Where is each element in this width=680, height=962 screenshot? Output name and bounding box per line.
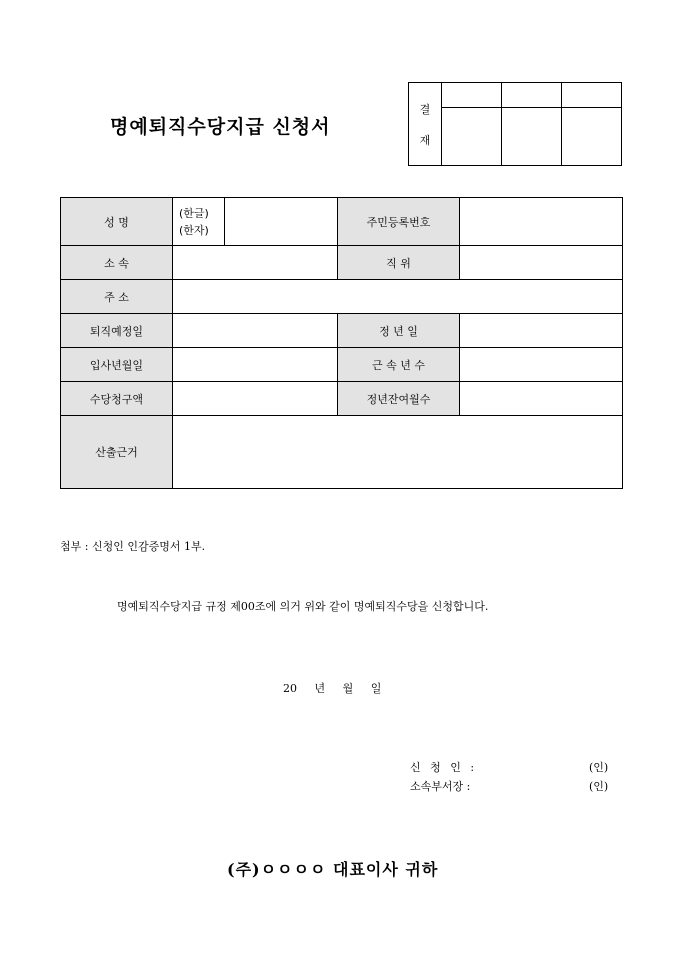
remaining-months-field[interactable] bbox=[460, 382, 623, 416]
years-of-service-label: 근 속 년 수 bbox=[338, 348, 460, 382]
department-label: 소 속 bbox=[61, 246, 173, 280]
form-title: 명예퇴직수당지급 신청서 bbox=[110, 116, 331, 138]
address-field[interactable] bbox=[173, 280, 623, 314]
applicant-seal[interactable]: (인) bbox=[589, 761, 609, 774]
approval-box bbox=[408, 82, 622, 166]
id-number-label: 주민등록번호 bbox=[338, 198, 460, 246]
id-number-field[interactable] bbox=[460, 198, 623, 246]
name-type-labels bbox=[173, 198, 225, 246]
department-field[interactable] bbox=[173, 246, 338, 280]
recipient-line: (주)ㅇㅇㅇㅇ 대표이사 귀하 bbox=[227, 860, 439, 879]
retire-date-field[interactable] bbox=[173, 314, 338, 348]
remaining-months-label: 정년잔여월수 bbox=[338, 382, 460, 416]
approval-sign-2[interactable] bbox=[502, 108, 562, 166]
statement-text: 명예퇴직수당지급 규정 제00조에 의거 위와 같이 명예퇴직수당을 신청합니다. bbox=[117, 600, 489, 613]
approval-label-top: 결 bbox=[419, 103, 431, 116]
name-label: 성 명 bbox=[61, 198, 173, 246]
position-label: 직 위 bbox=[338, 246, 460, 280]
department-head-seal[interactable]: (인) bbox=[589, 780, 609, 793]
claim-amount-field[interactable] bbox=[173, 382, 338, 416]
approval-header-3 bbox=[562, 83, 622, 108]
retire-date-label: 퇴직예정일 bbox=[61, 314, 173, 348]
attachment-note: 첨부 : 신청인 인감증명서 1부. bbox=[60, 540, 206, 553]
join-date-label: 입사년월일 bbox=[61, 348, 173, 382]
approval-header-2 bbox=[502, 83, 562, 108]
name-hanja-label: (한자) bbox=[179, 223, 209, 237]
name-korean-label: (한글) bbox=[179, 206, 209, 220]
approval-label bbox=[409, 83, 442, 166]
application-table bbox=[60, 197, 623, 489]
approval-sign-1[interactable] bbox=[442, 108, 502, 166]
years-of-service-field[interactable] bbox=[460, 348, 623, 382]
approval-header-1 bbox=[442, 83, 502, 108]
approval-label-bottom: 재 bbox=[419, 134, 431, 147]
calculation-basis-label: 산출근거 bbox=[61, 416, 173, 489]
department-head-label: 소속부서장 : bbox=[410, 780, 471, 793]
address-label: 주 소 bbox=[61, 280, 173, 314]
retire-age-date-label: 정 년 일 bbox=[338, 314, 460, 348]
applicant-label: 신 청 인 : bbox=[410, 761, 475, 774]
position-field[interactable] bbox=[460, 246, 623, 280]
name-field[interactable] bbox=[225, 198, 338, 246]
calculation-basis-field[interactable] bbox=[173, 416, 623, 489]
approval-sign-3[interactable] bbox=[562, 108, 622, 166]
date-line: 20 년 월 일 bbox=[283, 682, 382, 695]
retire-age-date-field[interactable] bbox=[460, 314, 623, 348]
join-date-field[interactable] bbox=[173, 348, 338, 382]
claim-amount-label: 수당청구액 bbox=[61, 382, 173, 416]
